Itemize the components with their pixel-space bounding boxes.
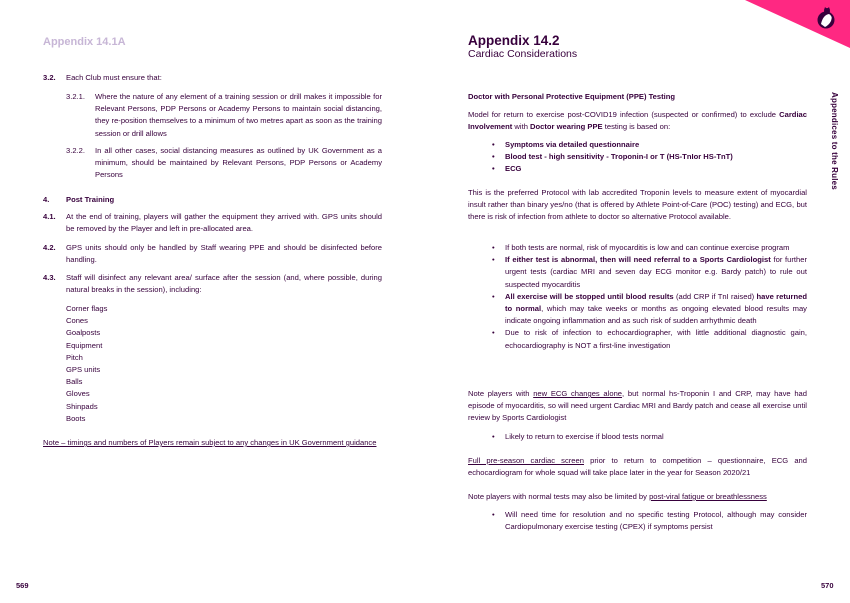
outcome-list (468, 242, 807, 352)
section-4-1-text: At the end of training, players will gather the equipment they arrived with. GPS units should be removed by the Player and left in pre-allocated area. (66, 212, 382, 234)
list-item: • Likely to return to exercise if blood tests normal (492, 432, 664, 441)
section-4-3-number: 4.3. (43, 273, 56, 282)
section-3-2-text: Each Club must ensure that: (66, 73, 162, 82)
equipment-list (66, 303, 107, 425)
left-page-number: 569 (16, 581, 29, 590)
normal-tests-paragraph: Note players with normal tests may also be limited by post-viral fatigue or breathlessness (468, 492, 767, 501)
section-4-number: 4. (43, 195, 50, 204)
equipment-item: Balls (66, 377, 83, 387)
section-3-2-1-number: 3.2.1. (66, 92, 85, 101)
section-4-3-text: Staff will disinfect any relevant area/ surface after the session (and, where possible, during natural breaks in the session), including: (66, 273, 382, 295)
model-paragraph (468, 109, 807, 133)
corner-decoration (745, 0, 850, 48)
right-page-number: 570 (821, 581, 834, 590)
list-item: • Due to risk of infection to echocardiographer, with little additional diagnostic gain, echocardiography is NOT a first-line investigation (492, 328, 807, 350)
protocol-paragraph: This is the preferred Protocol with lab accredited Troponin levels to measure extent of myocardial insult rather than binary yes/no (that is offered by Athlete Point-of-Care (POC) testing) and ECG, but there is risk of infection from athlete to doctor so alternative Protocol available. (468, 188, 807, 222)
list-item: • All exercise will be stopped until blood results (add CRP if TnI raised) have returned to normal, which may take weeks or months as ongoing elevated blood results may indicate ongoing inflammation and as such risk of sudden arrhythmic death (492, 291, 807, 326)
right-page-subtitle: Cardiac Considerations (468, 48, 578, 60)
model-text-1: Model for return to exercise post-COVID19 infection (suspected or confirmed) to exclude (468, 110, 780, 119)
right-page-title: Appendix 14.2 (468, 33, 560, 48)
model-text-2: with (512, 122, 531, 132)
section-4-1-number: 4.1. (43, 212, 56, 221)
equipment-item: Pitch (66, 352, 83, 362)
tests-list (468, 139, 807, 176)
equipment-item: Cones (66, 316, 88, 326)
ppe-testing-heading: Doctor with Personal Protective Equipment (PPE) Testing (468, 92, 676, 101)
cardiac-screen-link: Full pre-season cardiac screen (468, 456, 584, 465)
model-bold-1: Cardiac Involvement (468, 110, 807, 132)
equipment-item: Gloves (66, 389, 90, 399)
equipment-item: Shinpads (66, 401, 98, 411)
resolution-list (468, 509, 807, 533)
model-bold-2: Doctor wearing PPE (530, 122, 603, 132)
sidebar-section-label: Appendices to the Rules (830, 92, 840, 190)
screen-paragraph: Full pre-season cardiac screen prior to return to competition – questionnaire, ECG and echocardiogram for whole squad will take place later in the year for Season 2020/21 (468, 456, 807, 478)
equipment-item: Corner flags (66, 304, 108, 313)
section-3-2-number: 3.2. (43, 73, 56, 82)
left-appendix-label: Appendix 14.1A (43, 36, 126, 48)
ecg-changes-link: new ECG changes alone (533, 389, 623, 398)
model-text-3: testing is based on: (602, 122, 671, 132)
left-note: Note – timings and numbers of Players remain subject to any changes in UK Government guidance (43, 438, 377, 447)
corner-wedge (745, 0, 850, 48)
section-4-2-text: GPS units should only be handled by Staff wearing PPE and should be disinfected before handling. (66, 243, 382, 265)
list-item: • If either test is abnormal, then will need referral to a Sports Cardiologist for further urgent tests (cardiac MRI and seven day ECG monitor e.g. Bardy patch) to rule out suspected myocarditis (492, 255, 807, 289)
equipment-item: Equipment (66, 340, 103, 350)
list-item: • ECG (492, 164, 522, 174)
list-item: • Blood test - high sensitivity - Troponin-I or T (HS-TnIor HS-TnT) (492, 152, 733, 162)
section-3-2-2-text: In all other cases, social distancing measures as outlined by UK Government as a minimum, should be maintained by Relevant Persons, PDP Persons or Academy Persons (95, 146, 382, 180)
section-3-2-1-text: Where the nature of any element of a training session or drill makes it impossible for Relevant Persons, PDP Persons or Academy Persons to maintain social distancing, they re-position themselves to a minimum of two metres apart as soon as the training session or drill allows (95, 92, 382, 138)
section-4-2-number: 4.2. (43, 243, 56, 252)
list-item: • If both tests are normal, risk of myocarditis is low and can continue exercise program (492, 243, 790, 252)
return-list (468, 431, 807, 443)
section-4-heading: Post Training (66, 195, 115, 204)
list-item: • Symptoms via detailed questionnaire (492, 140, 640, 149)
equipment-item: Boots (66, 413, 86, 423)
equipment-item: GPS units (66, 364, 101, 374)
list-item: • Will need time for resolution and no specific testing Protocol, although may consider Cardiopulmonary exercise testing (CPEX) if symptoms persist (492, 510, 807, 532)
fatigue-link: post-viral fatigue or breathlessness (649, 492, 767, 501)
equipment-item: Goalposts (66, 328, 101, 338)
ecg-note-paragraph: Note players with new ECG changes alone, but normal hs-Troponin I and CRP, may have had episode of myocarditis, so will need urgent Cardiac MRI and Bardy patch and cease all exercise until review by Sports Cardiologist (468, 389, 808, 423)
section-3-2-2-number: 3.2.2. (66, 146, 85, 155)
